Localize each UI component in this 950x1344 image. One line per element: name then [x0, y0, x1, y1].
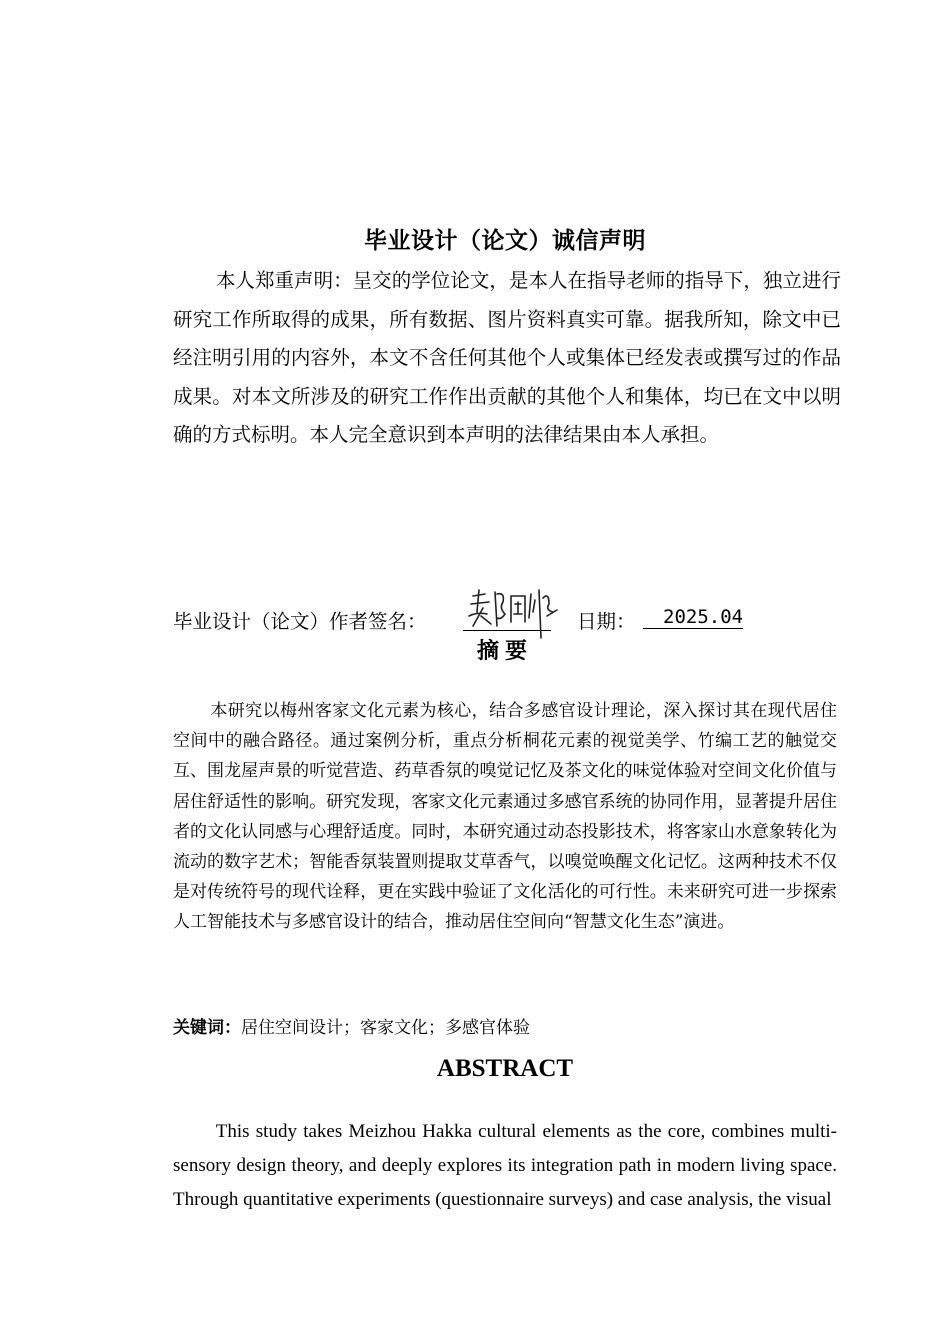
declaration-title: 毕业设计（论文）诚信声明 [364, 228, 646, 254]
date-value: 2025.04 [643, 606, 743, 629]
abstract-en-title: ABSTRACT [436, 1055, 574, 1082]
declaration-body: 本人郑重声明：呈交的学位论文，是本人在指导老师的指导下，独立进行研究工作所取得的成果，所有数据、图片资料真实可靠。据我所知，除文中已经注明引用的内容外，本文不含任何其他个人或集体已经发表或撰写过的作品成果。对本文所涉及的研究工作作出贡献的其他个人和集体，均已在文中以明确的方式标明。本人完全意识到本声明的法律结果由本人承担。 [173, 269, 841, 447]
date-label: 日期： [577, 610, 636, 633]
signature-label: 毕业设计（论文）作者签名： [173, 610, 427, 633]
keywords-line [173, 1013, 530, 1038]
abstract-en-body: This study takes Meizhou Hakka cultural elements as the core, combines multi-sensory design theory, and deeply explores its integration path in modern living space. Through quantitative experiments (questionnaire surveys) and case analysis, the visual [173, 1121, 837, 1210]
abstract-cn-body: 本研究以梅州客家文化元素为核心，结合多感官设计理论，深入探讨其在现代居住空间中的融合路径。通过案例分析，重点分析桐花元素的视觉美学、竹编工艺的触觉交互、围龙屋声景的听觉营造、药草香氛的嗅觉记忆及茶文化的味觉体验对空间文化价值与居住舒适性的影响。研究发现，客家文化元素通过多感官系统的协同作用，显著提升居住者的文化认同感与心理舒适度。同时，本研究通过动态投影技术，将客家山水意象转化为流动的数字艺术；智能香氛装置则提取艾草香气，以嗅觉唤醒文化记忆。这两种技术不仅是对传统符号的现代诠释，更在实践中验证了文化活化的可行性。未来研究可进一步探索人工智能技术与多感官设计的结合，推动居住空间向“智慧文化生态”演进。 [173, 701, 837, 933]
keywords-label: 关键词： [173, 1018, 241, 1038]
keywords-value: 居住空间设计；客家文化；多感官体验 [241, 1018, 530, 1038]
abstract-cn-title: 摘要 [476, 639, 533, 664]
